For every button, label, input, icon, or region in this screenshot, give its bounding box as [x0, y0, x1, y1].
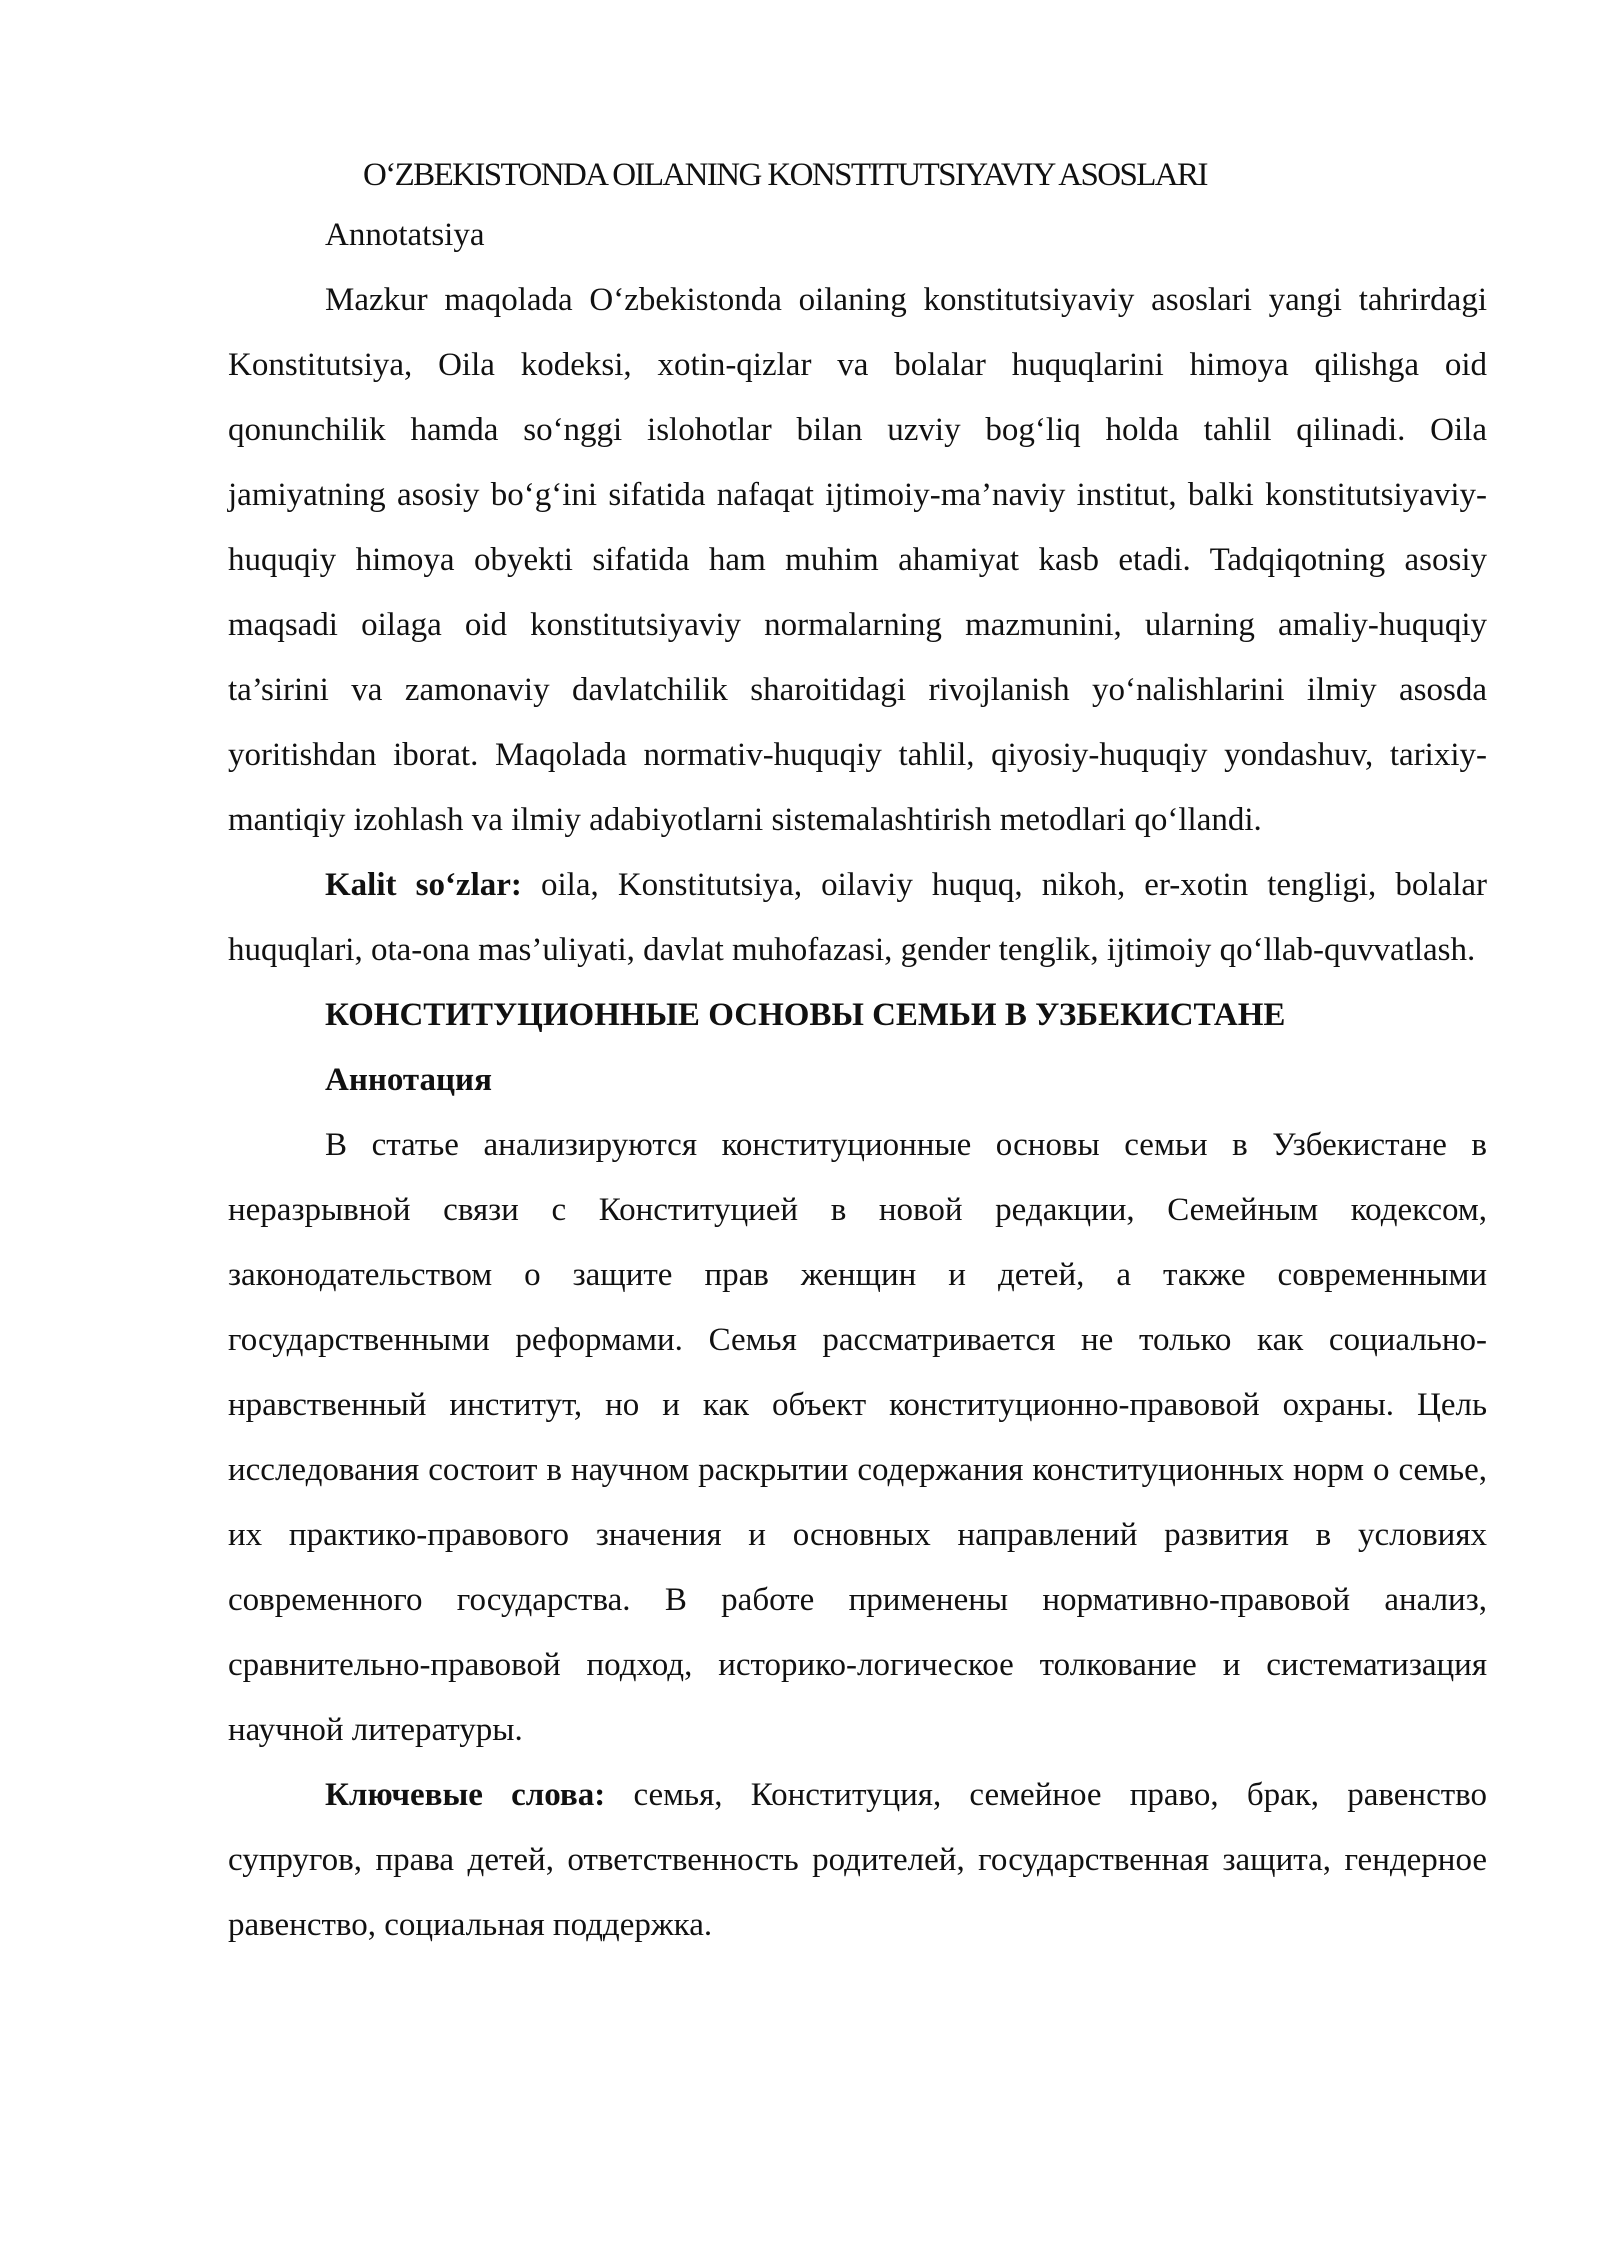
ru-keywords-label: Ключевые слова:	[325, 1777, 606, 1813]
uz-keywords-text: oila, Konstitutsiya, oilaviy huquq, nikoh, er-xotin tengligi, bolalar huquqlari, ota-ona mas’uliyati, davlat muhofazasi, gender tenglik, ijtimoiy qo‘llab-quvvatlash.	[228, 867, 1487, 968]
uz-keywords	[228, 853, 1487, 983]
ru-annotation-label: Аннотация	[325, 1062, 492, 1098]
ru-annotation-text: В статье анализируются конституционные основы семьи в Узбекистане в неразрывной связи с Конституцией в новой редакции, Семейным кодексом, законодательством о защите прав женщин и детей, а также современными государственными реформами. Семья рассматривается не только как социально-нравственный институт, но и как объект конституционно-правовой охраны. Цель исследования состоит в научном раскрытии содержания конституционных норм о семье, их практико-правового значения и основных направлений развития в условиях современного государства. В работе применены нормативно-правовой анализ, сравнительно-правовой подход, историко-логическое толкование и систематизация научной литературы.	[228, 1127, 1487, 1748]
uz-keywords-label: Kalit so‘zlar:	[325, 867, 522, 903]
uz-annotation-label: Annotatsiya	[325, 217, 485, 253]
ru-keywords	[228, 1763, 1487, 1958]
ru-article-title: КОНСТИТУЦИОННЫЕ ОСНОВЫ СЕМЬИ В УЗБЕКИСТАНЕ	[325, 997, 1286, 1033]
uz-article-title: O‘ZBEKISTONDA OILANING KONSTITUTSIYAVIY ASOSLARI	[363, 157, 1207, 193]
uz-annotation-text: Mazkur maqolada O‘zbekistonda oilaning konstitutsiyaviy asoslari yangi tahrirdagi Konstitutsiya, Oila kodeksi, xotin-qizlar va bolalar huquqlarini himoya qilishga oid qonunchilik hamda so‘nggi islohotlar bilan uzviy bog‘liq holda tahlil qilinadi. Oila jamiyatning asosiy bo‘g‘ini sifatida nafaqat ijtimoiy-ma’naviy institut, balki konstitutsiyaviy-huquqiy himoya obyekti sifatida ham muhim ahamiyat kasb etadi. Tadqiqotning asosiy maqsadi oilaga oid konstitutsiyaviy normalarning mazmunini, ularning amaliy-huquqiy ta’sirini va zamonaviy davlatchilik sharoitidagi rivojlanish yo‘nalishlarini ilmiy asosda yoritishdan iborat. Maqolada normativ-huquqiy tahlil, qiyosiy-huquqiy yondashuv, tarixiy-mantiqiy izohlash va ilmiy adabiyotlarni sistemalashtirish metodlari qo‘llandi.	[228, 282, 1487, 838]
ru-keywords-text: семья, Конституция, семейное право, брак, равенство супругов, права детей, ответственность родителей, государственная защита, гендерное равенство, социальная поддержка.	[228, 1777, 1488, 1943]
